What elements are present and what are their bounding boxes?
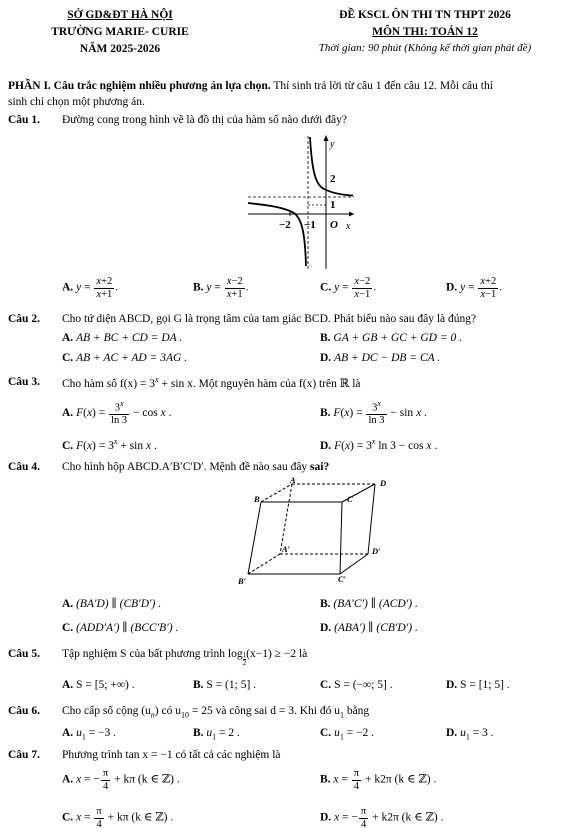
q4-label: Câu 4. (8, 461, 40, 473)
q6-label: Câu 6. (8, 705, 40, 717)
q3-option-d[interactable]: D. $F(x) = 3^x$ ln 3 − cos x . (320, 437, 438, 452)
q7-option-c[interactable]: C. x = $\frac{\pi}{4}$ + kπ (k ∈ ℤ) . (62, 806, 174, 830)
q4-text: Cho hình hộp ABCD.A′B′C′D′. Mệnh đề nào sau đây sai? (62, 461, 330, 473)
graph-x-label: x (346, 221, 351, 232)
q5-option-d[interactable]: D. S = [1; 5] . (446, 679, 510, 691)
graph-two-label: 2 (330, 173, 336, 185)
q3-text: Cho hàm số $f(x) = 3^x + \sin x$. Một nguyên hàm của f(x) trên ℝ là (62, 375, 361, 390)
q2-option-c[interactable]: C. AB + AC + AD = 3AG . (62, 352, 188, 364)
q6-option-d[interactable]: D. $u_1 = 3$ . (446, 727, 494, 742)
q5-option-a[interactable]: A. S = [5; +∞) . (62, 679, 135, 691)
vertex-c1: C′ (338, 574, 347, 584)
q6-option-b[interactable]: B. $u_1 = 2$ . (193, 727, 240, 742)
q1-text: Đường cong trong hình vẽ là đồ thị của hàm số nào dưới đây? (62, 114, 347, 126)
q5-text: Tập nghiệm S của bất phương trình log $\frac{1}{2}$ (x−1) ≥ −2 là (62, 648, 308, 667)
graph-neg2-label: −2 (279, 219, 291, 231)
graph-origin-label: O (330, 219, 338, 231)
vertex-d: D (380, 478, 387, 488)
subject: MÔN THI: TOÁN 12 (372, 26, 478, 38)
q6-option-a[interactable]: A. $u_1 = -3$ . (62, 727, 117, 742)
q5-option-b[interactable]: B. S = (1; 5] . (193, 679, 257, 691)
q7-option-a[interactable]: A. x = − $\frac{\pi}{4}$ + kπ (k ∈ ℤ) . (62, 768, 180, 792)
q5-label: Câu 5. (8, 648, 40, 660)
q4-option-a[interactable]: A. (BA′D) ∥ (CB′D′) . (62, 598, 162, 610)
dept-name: SỞ GD&ĐT HÀ NỘI (67, 9, 173, 21)
q3-option-b[interactable]: B. F(x) = $\frac{3^x}{\ln 3}$ − sin x . (320, 399, 427, 427)
q4-option-c[interactable]: C. (ADD′A′) ∥ (BCC′B′) . (62, 622, 179, 634)
q2-option-d[interactable]: D. AB + DC − DB = CA . (320, 352, 441, 364)
q3-label: Câu 3. (8, 376, 40, 388)
graph-neg1-label: −1 (304, 219, 316, 231)
graph-y-label: y (330, 139, 335, 150)
q1-option-d[interactable]: D. y = $\frac{x+2}{x-1}$ . (446, 276, 503, 300)
q4-parallelepiped (230, 476, 395, 586)
q4-option-b[interactable]: B. (BA′C′) ∥ (ACD′) . (320, 598, 418, 610)
q4-option-d[interactable]: D. (ABA′) ∥ (CB′D′) . (320, 622, 418, 634)
q2-text: Cho tứ diện ABCD, gọi G là trọng tâm của tam giác BCD. Phát biểu nào sau đây là đúng? (62, 313, 477, 325)
q7-option-d[interactable]: D. x = − $\frac{\pi}{4}$ + k2π (k ∈ ℤ) . (320, 806, 444, 830)
q2-option-b[interactable]: B. GA + GB + GC + GD = 0 . (320, 332, 462, 344)
q1-option-c[interactable]: C. y = $\frac{x-2}{x-1}$ . (320, 276, 377, 300)
exam-title: ĐỀ KSCL ÔN THI TN THPT 2026 (339, 9, 511, 21)
q5-option-c[interactable]: C. S = (−∞; 5] . (320, 679, 393, 691)
q6-text: Cho cấp số cộng $(u_n)$ có $u_{10} = 25$ và công sai d = 3. Khi đó $u_1$ bằng (62, 705, 370, 720)
q1-option-a[interactable]: A. y = $\frac{x+2}{x+1}$ . (62, 276, 119, 300)
vertex-d1: D′ (372, 546, 381, 556)
q7-option-b[interactable]: B. x = $\frac{\pi}{4}$ + k2π (k ∈ ℤ) . (320, 768, 437, 792)
school-year: NĂM 2025-2026 (79, 43, 161, 55)
q7-text: Phương trình tan x = −1 có tất cả các nghiệm là (62, 749, 281, 761)
q1-graph (246, 133, 356, 270)
exam-time: Thời gian: 90 phút (Không kể thời gian phát đề) (318, 42, 532, 54)
q3-option-a[interactable]: A. F(x) = $\frac{3^x}{\ln 3}$ − cos x . (62, 399, 172, 427)
vertex-a1: A′ (282, 544, 291, 554)
vertex-b1: B′ (238, 576, 247, 586)
part-1-intro: sinh chỉ chọn một phương án. (8, 96, 145, 108)
q2-label: Câu 2. (8, 313, 40, 325)
part-1-heading: PHẦN I. Câu trắc nghiệm nhiều phương án lựa chọn. Thí sinh trả lời từ câu 1 đến câu 12. Mỗi câu thí (8, 80, 493, 92)
q6-option-c[interactable]: C. $u_1 = -2$ . (320, 727, 375, 742)
q1-option-b[interactable]: B. y = $\frac{x-2}{x+1}$ . (193, 276, 249, 300)
q7-label: Câu 7. (8, 749, 40, 761)
graph-one-label: 1 (330, 199, 336, 211)
vertex-b: B (254, 494, 260, 504)
vertex-c: C (347, 494, 353, 504)
q2-option-a[interactable]: A. AB + BC + CD = DA . (62, 332, 183, 344)
vertex-a: A (290, 476, 296, 485)
q3-option-c[interactable]: C. $F(x) = 3^x + \sin x$ . (62, 437, 157, 452)
q1-label: Câu 1. (8, 114, 40, 126)
school-name: TRƯỜNG MARIE- CURIE (51, 26, 189, 38)
